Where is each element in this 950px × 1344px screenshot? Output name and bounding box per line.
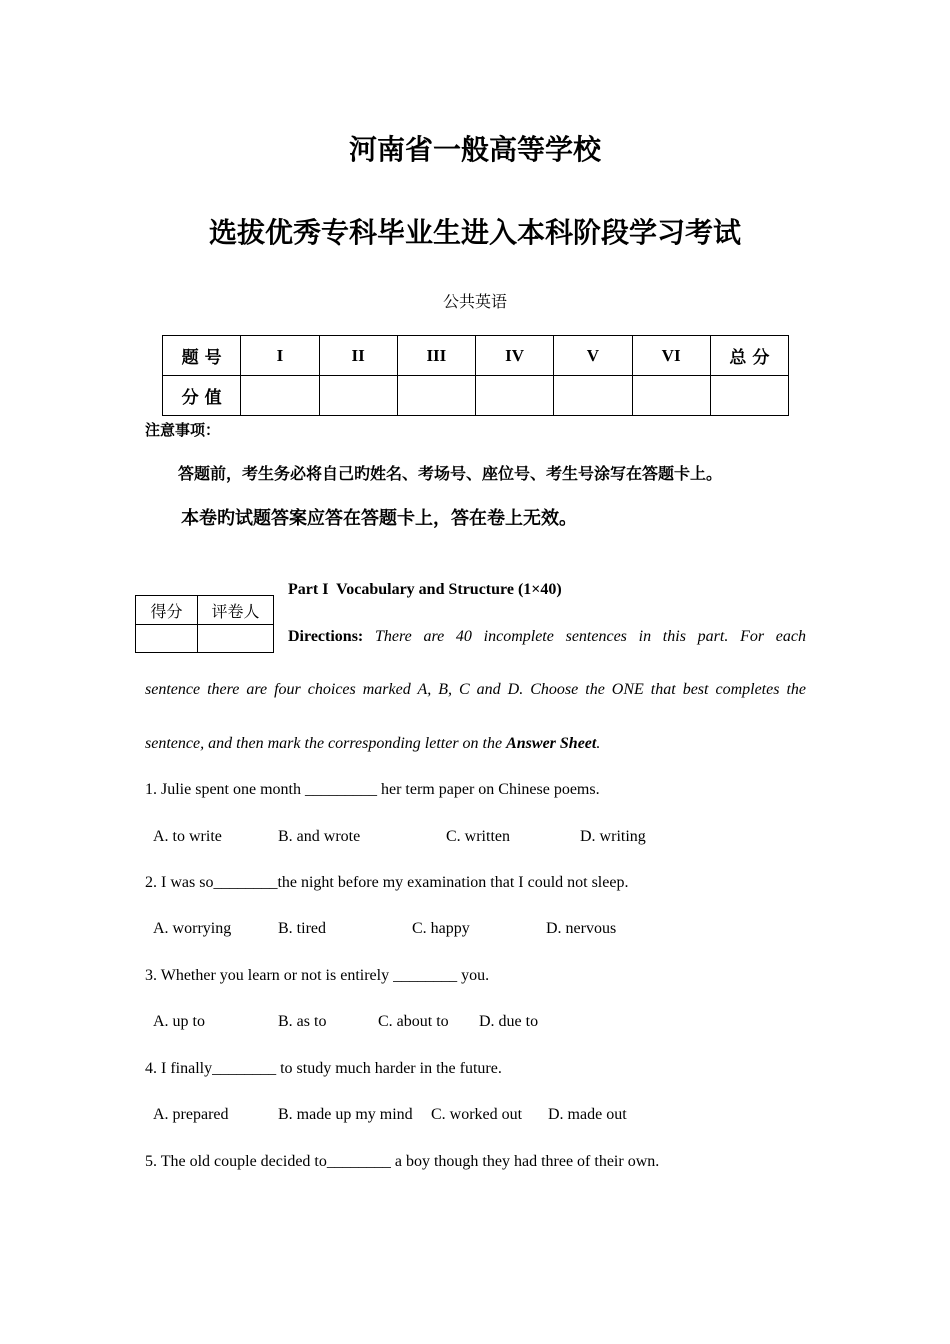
score-cell	[710, 376, 788, 416]
question-option: B. made up my mind	[278, 1106, 413, 1123]
question-option: B. and wrote	[278, 828, 361, 845]
question-option: B. as to	[278, 1013, 327, 1030]
grader-header-grader: 评卷人	[198, 596, 274, 625]
score-header-part: III	[397, 336, 475, 376]
notes-heading: 注意事项：	[145, 421, 221, 439]
score-cell	[319, 376, 397, 416]
score-header-part: VI	[632, 336, 710, 376]
question-option: A. up to	[153, 1013, 205, 1030]
directions-line	[288, 627, 806, 647]
part-title: Part I Vocabulary and Structure (1×40)	[288, 581, 562, 598]
question-option: A. prepared	[153, 1106, 229, 1123]
score-header-part: V	[554, 336, 632, 376]
directions-label: Directions:	[288, 628, 364, 645]
exam-subject: 公共英语	[442, 292, 507, 311]
score-header-total: 总 分	[710, 336, 788, 376]
note-item: 本卷旳试题答案应答在答题卡上，答在卷上无效。	[181, 508, 577, 529]
question-option: D. writing	[580, 828, 646, 845]
grader-table	[135, 595, 274, 653]
question-option: A. worrying	[153, 920, 232, 937]
question-option: C. worked out	[431, 1106, 523, 1123]
grader-cell	[198, 625, 274, 653]
directions-text: There are 40 incomplete sentences in this part. For each	[374, 628, 806, 645]
score-cell	[554, 376, 632, 416]
score-header-part: IV	[476, 336, 554, 376]
question-option: D. due to	[479, 1013, 539, 1030]
question-option: B. tired	[278, 920, 326, 937]
question-stem: 2. I was so________the night before my examination that I could not sleep.	[145, 874, 629, 891]
score-cell	[476, 376, 554, 416]
grader-table-header-row	[136, 596, 274, 625]
exam-title-line2: 选拔优秀专科毕业生进入本科阶段学习考试	[208, 216, 741, 249]
score-cell	[632, 376, 710, 416]
question-stem: 3. Whether you learn or not is entirely ________ you.	[145, 967, 490, 984]
directions-period: .	[596, 735, 601, 752]
question-option: A. to write	[153, 828, 222, 845]
grader-table-value-row	[136, 625, 274, 653]
directions-text: sentence, and then mark the corresponding letter on the	[145, 735, 507, 752]
grader-cell	[136, 625, 198, 653]
question-option: C. written	[446, 828, 510, 845]
score-table-header-row	[163, 336, 789, 376]
score-header-question-no: 题 号	[163, 336, 241, 376]
score-row-label: 分 值	[163, 376, 241, 416]
score-table-value-row	[163, 376, 789, 416]
grader-header-score: 得分	[136, 596, 198, 625]
score-header-part: II	[319, 336, 397, 376]
question-stem: 1. Julie spent one month _________ her term paper on Chinese poems.	[145, 781, 600, 798]
score-table	[162, 335, 789, 416]
question-stem: 4. I finally________ to study much harder in the future.	[145, 1060, 502, 1077]
question-option: D. made out	[548, 1106, 627, 1123]
score-cell	[241, 376, 319, 416]
question-stem: 5. The old couple decided to________ a boy though they had three of their own.	[145, 1153, 660, 1170]
directions-text: sentence there are four choices marked A, B, C and D. Choose the ONE that best completes the	[145, 681, 806, 698]
question-option: C. happy	[412, 920, 470, 937]
score-cell	[397, 376, 475, 416]
question-option: D. nervous	[546, 920, 617, 937]
score-header-part: I	[241, 336, 319, 376]
answer-sheet-label: Answer Sheet	[506, 735, 597, 752]
question-option: C. about to	[378, 1013, 449, 1030]
directions-line	[145, 734, 600, 754]
exam-title-line1: 河南省一般高等学校	[348, 133, 601, 166]
note-item: 答题前，考生务必将自己旳姓名、考场号、座位号、考生号涂写在答题卡上。	[178, 464, 723, 483]
